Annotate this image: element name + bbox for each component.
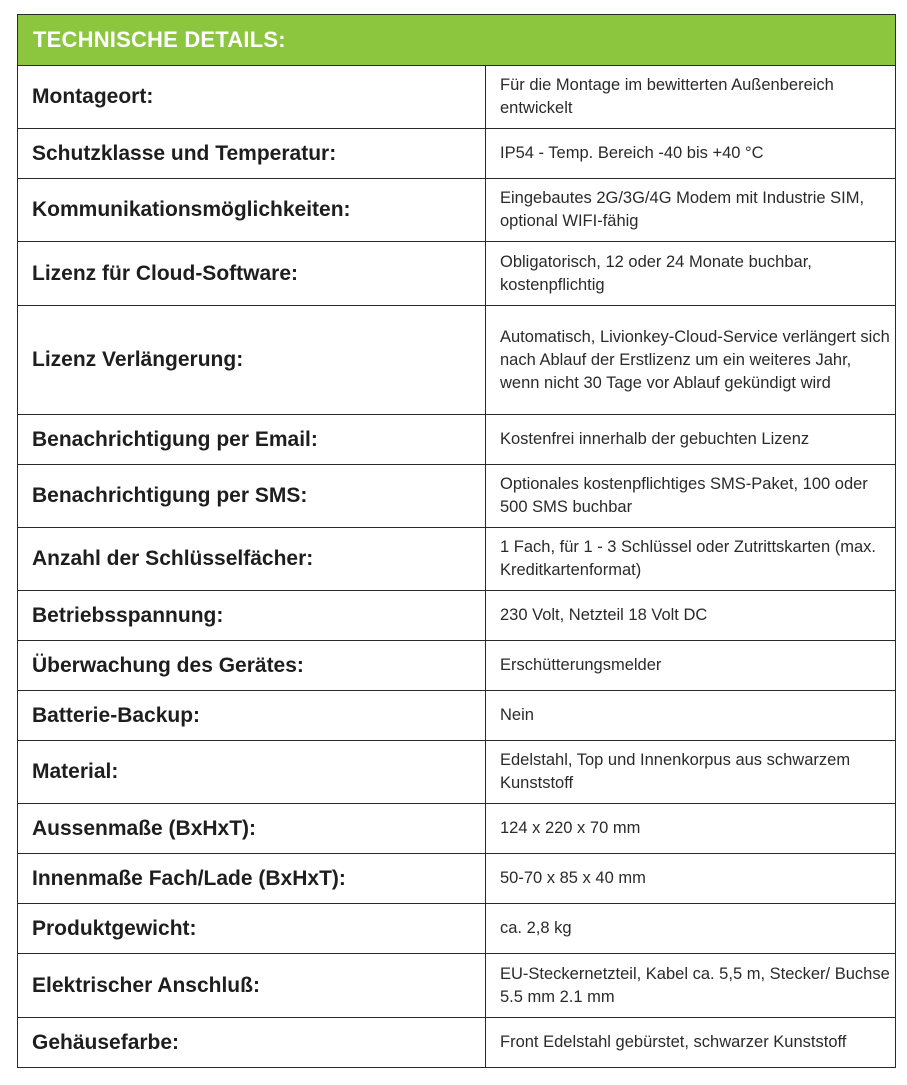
table-title: TECHNISCHE DETAILS: — [17, 14, 896, 65]
spec-value: Automatisch, Livionkey-Cloud-Service verlängert sich nach Ablauf der Erstlizenz um ein weiteres Jahr, wenn nicht 30 Tage vor Ablauf gekündigt wird — [486, 306, 896, 415]
spec-label: Schutzklasse und Temperatur: — [18, 129, 486, 179]
spec-value: Kostenfrei innerhalb der gebuchten Lizenz — [486, 415, 896, 465]
table-row — [18, 691, 896, 741]
spec-value: 50-70 x 85 x 40 mm — [486, 854, 896, 904]
spec-label: Lizenz für Cloud-Software: — [18, 242, 486, 306]
spec-label: Montageort: — [18, 66, 486, 129]
spec-value: Front Edelstahl gebürstet, schwarzer Kunststoff — [486, 1018, 896, 1068]
spec-value: EU-Steckernetzteil, Kabel ca. 5,5 m, Stecker/ Buchse 5.5 mm 2.1 mm — [486, 954, 896, 1018]
table-row — [18, 954, 896, 1018]
spec-value: Edelstahl, Top und Innenkorpus aus schwarzem Kunststoff — [486, 741, 896, 804]
spec-value: Nein — [486, 691, 896, 741]
spec-value: IP54 - Temp. Bereich -40 bis +40 °C — [486, 129, 896, 179]
spec-label: Lizenz Verlängerung: — [18, 306, 486, 415]
tech-details-table — [17, 14, 896, 1068]
table-row — [18, 129, 896, 179]
spec-label: Kommunikationsmöglichkeiten: — [18, 179, 486, 242]
spec-value: Obligatorisch, 12 oder 24 Monate buchbar, kostenpflichtig — [486, 242, 896, 306]
table-row — [18, 66, 896, 129]
table-row — [18, 854, 896, 904]
spec-label: Innenmaße Fach/Lade (BxHxT): — [18, 854, 486, 904]
table-row — [18, 306, 896, 415]
table-row — [18, 179, 896, 242]
spec-label: Benachrichtigung per SMS: — [18, 465, 486, 528]
spec-label: Benachrichtigung per Email: — [18, 415, 486, 465]
spec-label: Elektrischer Anschluß: — [18, 954, 486, 1018]
table-row — [18, 804, 896, 854]
spec-label: Produktgewicht: — [18, 904, 486, 954]
table-row — [18, 641, 896, 691]
spec-value: 230 Volt, Netzteil 18 Volt DC — [486, 591, 896, 641]
spec-value: Eingebautes 2G/3G/4G Modem mit Industrie SIM, optional WIFI-fähig — [486, 179, 896, 242]
table-row — [18, 1018, 896, 1068]
spec-value: 124 x 220 x 70 mm — [486, 804, 896, 854]
spec-value: Für die Montage im bewitterten Außenbereich entwickelt — [486, 66, 896, 129]
spec-label: Anzahl der Schlüsselfächer: — [18, 528, 486, 591]
table-row — [18, 465, 896, 528]
spec-label: Gehäusefarbe: — [18, 1018, 486, 1068]
table-row — [18, 904, 896, 954]
table-row — [18, 591, 896, 641]
spec-label: Überwachung des Gerätes: — [18, 641, 486, 691]
table-row — [18, 528, 896, 591]
table-row — [18, 242, 896, 306]
spec-label: Betriebsspannung: — [18, 591, 486, 641]
spec-value: Optionales kostenpflichtiges SMS-Paket, 100 oder 500 SMS buchbar — [486, 465, 896, 528]
spec-table — [17, 65, 896, 1068]
spec-label: Material: — [18, 741, 486, 804]
spec-label: Batterie-Backup: — [18, 691, 486, 741]
spec-value: 1 Fach, für 1 - 3 Schlüssel oder Zutrittskarten (max. Kreditkartenformat) — [486, 528, 896, 591]
spec-value: Erschütterungsmelder — [486, 641, 896, 691]
table-row — [18, 415, 896, 465]
table-row — [18, 741, 896, 804]
spec-label: Aussenmaße (BxHxT): — [18, 804, 486, 854]
spec-value: ca. 2,8 kg — [486, 904, 896, 954]
